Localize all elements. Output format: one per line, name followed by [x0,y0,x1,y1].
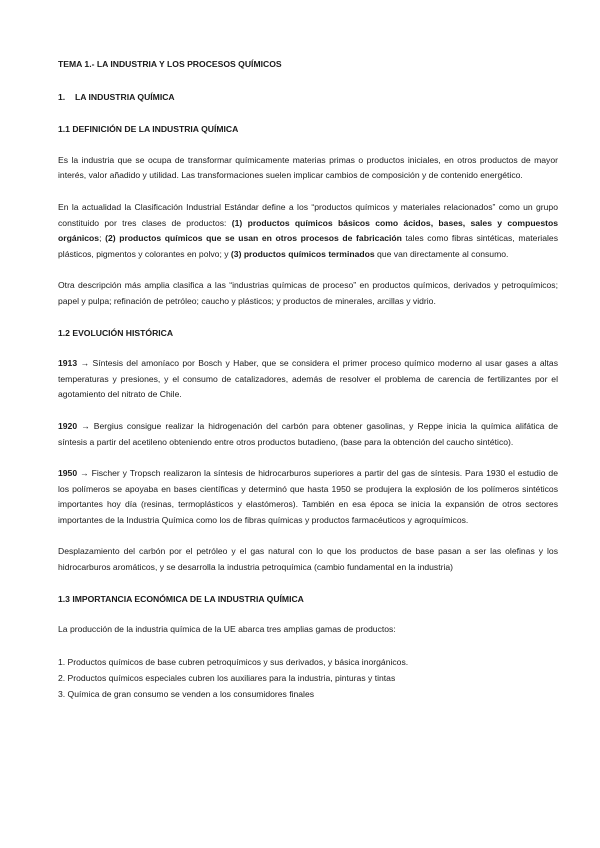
arrow-icon: → [77,420,94,431]
text-run: tales como fibras sintéticas, materiales plásticos, pigmentos y colorantes en polvo; y [58,233,558,259]
text-run: En la actualidad la Clasificación Industrial Estándar define a los “productos químicos y materiales relacionados” como un grupo constituido por tres clases de productos: [58,201,558,228]
list-item: 2. Productos químicos especiales cubren los auxiliares para la industria, pinturas y tintas [58,672,396,683]
paragraph-product-ranges: La producción de la industria química de la UE abarca tres amplias gamas de productos: [58,624,396,635]
paragraph-1920 [58,419,558,450]
paragraph-1913 [58,356,558,403]
subsection-heading-1-2: 1.2 EVOLUCIÓN HISTÓRICA [58,327,174,338]
subsection-heading-1-1: 1.1 DEFINICIÓN DE LA INDUSTRIA QUÍMICA [58,124,239,135]
year-label: 1913 [58,358,78,369]
document-title: TEMA 1.- LA INDUSTRIA Y LOS PROCESOS QUÍMICOS [58,59,282,69]
year-label: 1920 [58,420,78,431]
text-run: que van directamente al consumo. [374,248,509,259]
section-number: 1. [58,91,66,102]
product-list [58,654,558,702]
bold-run: (2) productos químicos que se usan en otros procesos de fabricación [105,233,402,244]
paragraph-petroleum: Desplazamiento del carbón por el petróleo y el gas natural con lo que los productos de base pasan a ser las olefinas y los hidrocarburos aromáticos, y se desarrolla la industria petroquímica (cambio fundamental en la industria) [58,546,558,573]
section-heading-1 [58,90,558,106]
bold-run: (1) productos químicos básicos como ácidos, bases, sales y compuestos orgánicos [58,217,559,244]
event-text: Fischer y Tropsch realizaron la síntesis de hidrocarburos superiores a partir del gas de síntesis. Para 1930 el estudio de los polímeros se apoyaba en bases científicas y determinó que hasta 1950 se produjera la explosión de los polímeros sintéticos importantes hoy día (resinas, termoplásticos y elastómeros). También en esa época se inicia la expansión de otros sectores importantes de la Industria Química como los de fibras químicas y productos farmacéuticos y agroquímicos. [58,468,558,525]
arrow-icon: → [77,358,93,369]
year-label: 1950 [58,468,78,479]
text-run: ; [99,233,106,244]
paragraph-description: Otra descripción más amplia clasifica a las “industrias químicas de proceso” en productos químicos, derivados y petroquímicos; papel y pulpa; refinación de petróleo; caucho y plásticos; y productos de minerales, arcillas y vidrio. [58,280,558,306]
arrow-icon: → [77,468,92,479]
list-item: 3. Química de gran consumo se venden a los consumidores finales [58,688,315,699]
list-item: 1. Productos químicos de base cubren petroquímicos y sus derivados, y básica inorgánicos. [58,656,409,667]
paragraph-1950 [58,466,558,528]
section-title: LA INDUSTRIA QUÍMICA [75,91,175,102]
paragraph-classification [58,200,558,262]
event-text: Síntesis del amoníaco por Bosch y Haber, que se considera el primer proceso químico moderno al usar gases a altas temperaturas y presiones, y el consumo de catalizadores, además de resolver el problema de carencia de fertilizantes por el agotamiento del nitrato de Chile. [58,358,558,400]
paragraph-definition: Es la industria que se ocupa de transformar químicamente materias primas o productos iniciales, en otros productos de mayor interés, valor añadido y utilidad. Las transformaciones suelen implicar cambios de composición y de contenido energético. [58,154,558,181]
bold-run: (3) productos químicos terminados [230,248,375,259]
event-text: Bergius consigue realizar la hidrogenación del carbón para obtener gasolinas, y Reppe inicia la química alifática de síntesis a partir del acetileno obteniendo entre otros productos butadieno, (base para la obtención del caucho sintético). [58,420,558,447]
subsection-heading-1-3: 1.3 IMPORTANCIA ECONÓMICA DE LA INDUSTRIA QUÍMICA [58,593,304,604]
document-content [58,57,558,702]
